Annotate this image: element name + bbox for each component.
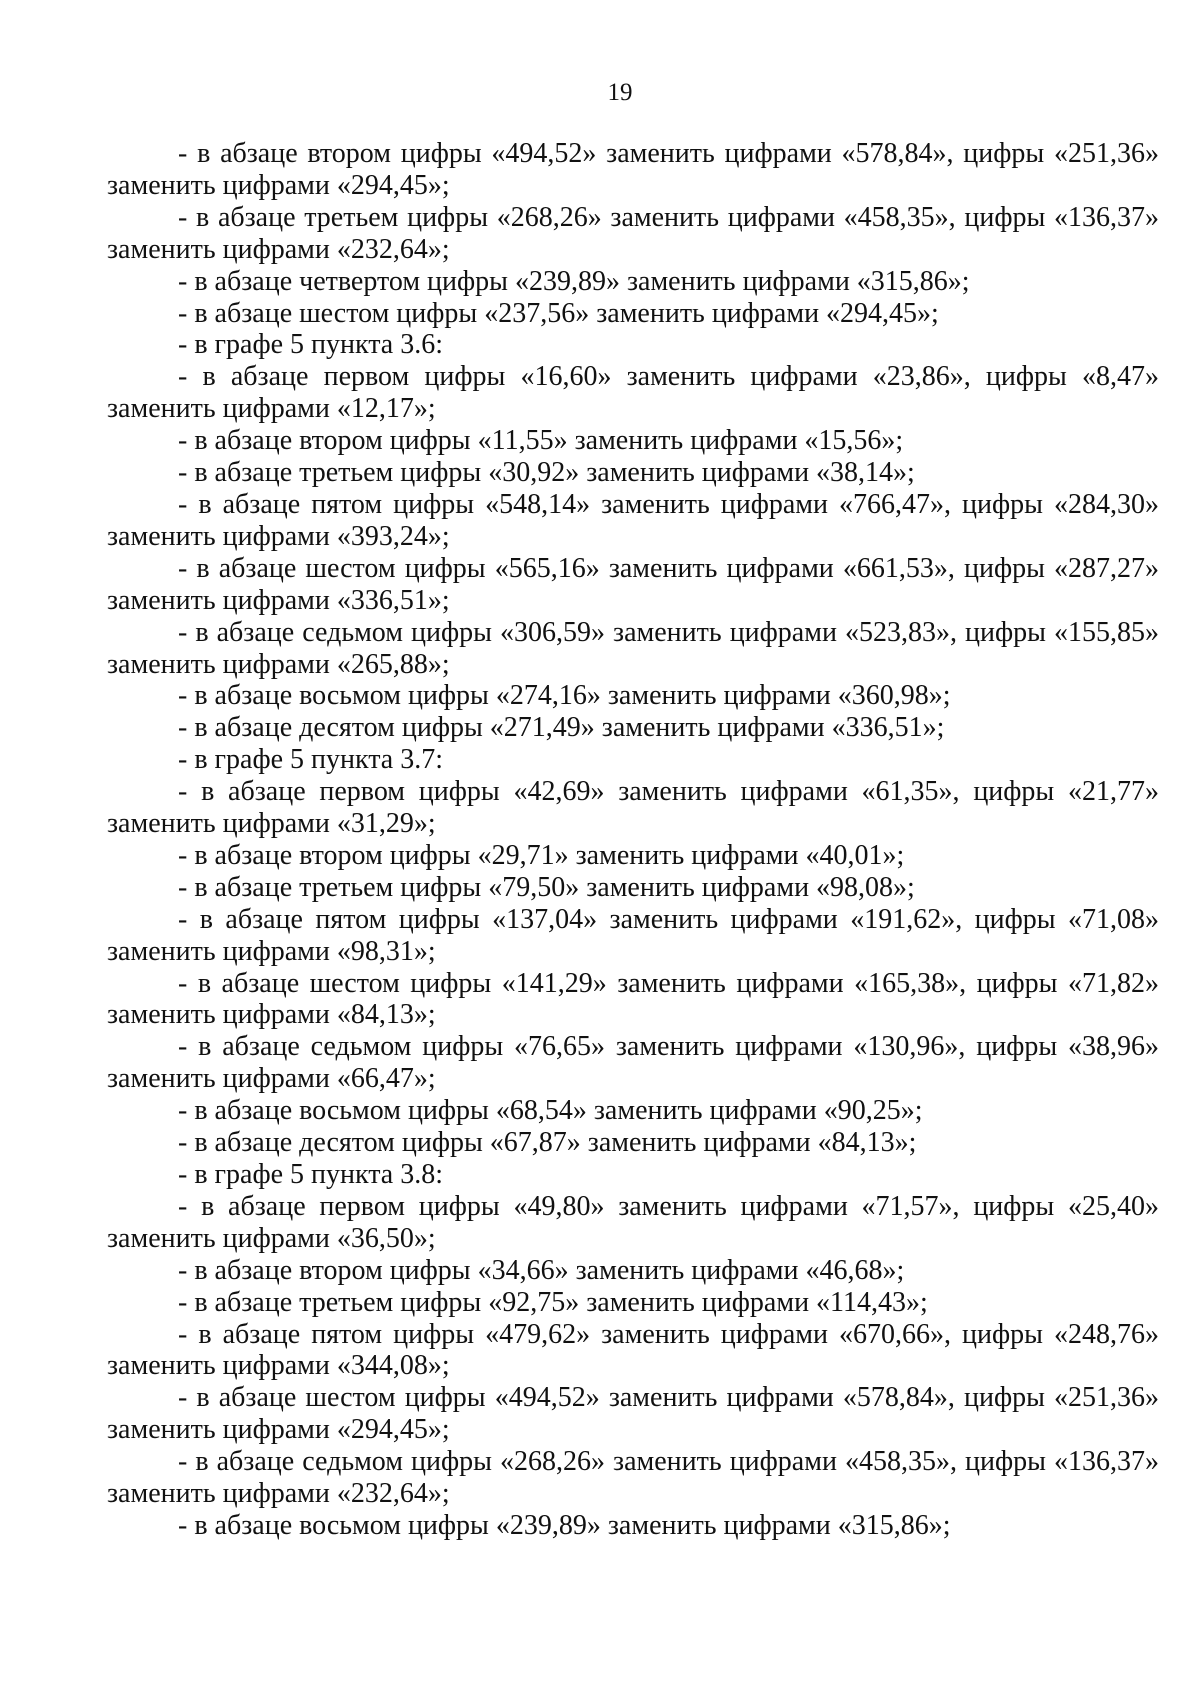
amendment-paragraph: - в абзаце шестом цифры «141,29» заменить цифрами «165,38», цифры «71,82» заменить цифрами «84,13»; (107, 967, 1159, 1031)
section-heading-3-8: - в графе 5 пункта 3.8: (178, 1159, 444, 1190)
amendment-paragraph: - в абзаце восьмом цифры «274,16» заменить цифрами «360,98»; (178, 680, 951, 712)
amendment-paragraph: - в абзаце третьем цифры «268,26» заменить цифрами «458,35», цифры «136,37» заменить цифрами «232,64»; (107, 201, 1159, 265)
amendment-paragraph: - в абзаце третьем цифры «79,50» заменить цифрами «98,08»; (178, 871, 915, 903)
amendment-paragraph: - в абзаце шестом цифры «494,52» заменить цифрами «578,84», цифры «251,36» заменить цифрами «294,45»; (107, 1382, 1159, 1446)
amendment-paragraph: - в абзаце первом цифры «49,80» заменить цифрами «71,57», цифры «25,40» заменить цифрами «36,50»; (107, 1190, 1159, 1254)
amendment-paragraph: - в абзаце втором цифры «34,66» заменить цифрами «46,68»; (178, 1254, 905, 1286)
section-heading-3-7: - в графе 5 пункта 3.7: (178, 744, 444, 776)
amendment-paragraph: - в абзаце третьем цифры «30,92» заменить цифрами «38,14»; (178, 457, 915, 489)
amendment-paragraph: - в абзаце пятом цифры «479,62» заменить цифрами «670,66», цифры «248,76» заменить цифрами «344,08»; (107, 1318, 1159, 1382)
amendment-paragraph: - в абзаце первом цифры «16,60» заменить цифрами «23,86», цифры «8,47» заменить цифрами «12,17»; (107, 361, 1159, 425)
section-heading-3-6: - в графе 5 пункта 3.6: (178, 329, 444, 361)
amendment-paragraph: - в абзаце шестом цифры «565,16» заменить цифрами «661,53», цифры «287,27» заменить цифрами «336,51»; (107, 552, 1159, 616)
amendment-paragraph: - в абзаце втором цифры «494,52» заменить цифрами «578,84», цифры «251,36» заменить цифрами «294,45»; (107, 138, 1159, 201)
amendment-paragraph: - в абзаце седьмом цифры «76,65» заменить цифрами «130,96», цифры «38,96» заменить цифрами «66,47»; (107, 1031, 1159, 1095)
page-number: 19 (607, 79, 633, 106)
amendment-paragraph: - в абзаце первом цифры «42,69» заменить цифрами «61,35», цифры «21,77» заменить цифрами «31,29»; (107, 776, 1159, 840)
amendment-paragraph: - в абзаце втором цифры «11,55» заменить цифрами «15,56»; (178, 425, 904, 457)
amendment-paragraph: - в абзаце десятом цифры «67,87» заменить цифрами «84,13»; (178, 1127, 917, 1159)
amendment-paragraph: - в абзаце десятом цифры «271,49» заменить цифрами «336,51»; (178, 712, 945, 744)
amendment-paragraph: - в абзаце втором цифры «29,71» заменить цифрами «40,01»; (178, 839, 905, 871)
amendment-paragraph: - в абзаце восьмом цифры «68,54» заменить цифрами «90,25»; (178, 1095, 923, 1127)
amendment-paragraph: - в абзаце пятом цифры «548,14» заменить цифрами «766,47», цифры «284,30» заменить цифрами «393,24»; (107, 488, 1159, 552)
amendment-paragraph: - в абзаце пятом цифры «137,04» заменить цифрами «191,62», цифры «71,08» заменить цифрами «98,31»; (107, 903, 1159, 967)
amendment-paragraph: - в абзаце шестом цифры «237,56» заменить цифрами «294,45»; (178, 297, 939, 329)
amendment-paragraph: - в абзаце восьмом цифры «239,89» заменить цифрами «315,86»; (178, 1509, 951, 1541)
amendment-paragraph: - в абзаце третьем цифры «92,75» заменить цифрами «114,43»; (178, 1286, 928, 1318)
amendment-paragraph: - в абзаце седьмом цифры «306,59» заменить цифрами «523,83», цифры «155,85» заменить цифрами «265,88»; (107, 616, 1159, 680)
amendment-paragraph: - в абзаце седьмом цифры «268,26» заменить цифрами «458,35», цифры «136,37» заменить цифрами «232,64»; (107, 1446, 1159, 1510)
amendment-paragraph: - в абзаце четвертом цифры «239,89» заменить цифрами «315,86»; (178, 265, 970, 297)
document-body (107, 138, 1159, 1542)
